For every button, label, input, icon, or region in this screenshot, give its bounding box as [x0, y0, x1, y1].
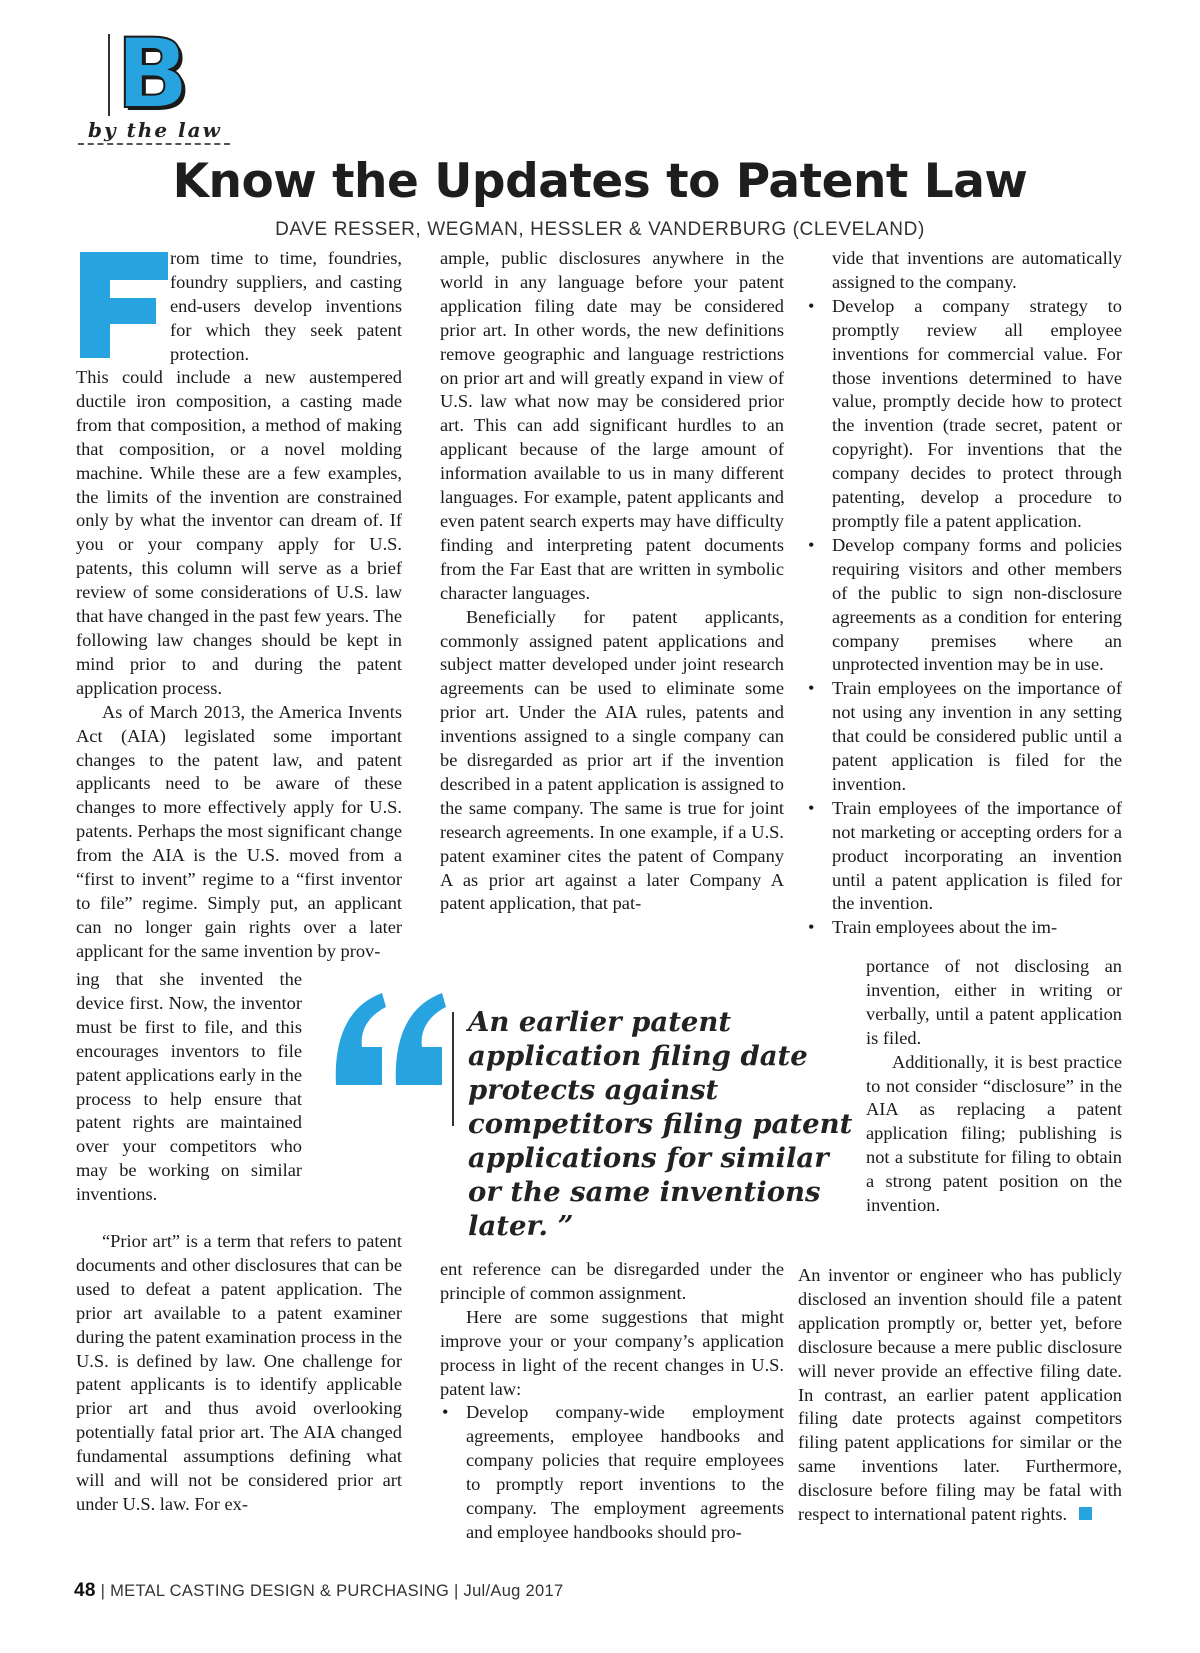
column-1-body [76, 366, 402, 964]
pull-quote: An earlier patent application filing date protects against competitors filing patent applications for similar or the same inventions later. ” [468, 1006, 853, 1242]
paragraph: Additionally, it is best practice to not consider “disclosure” in the AIA as replacing a patent application filing; publishing is not a substitute for filing to obtain a strong patent position on the invention. [866, 1051, 1122, 1216]
paragraph-text: An inventor or engineer who has publicly disclosed an invention should file a patent application promptly or, better yet, before disclosure because a mere public disclosure will never provide an effective filing date. In contrast, an earlier patent application filing date protects against competitors filing patent applications for similar or the same inventions later. Furthermore, disclosure before filing may be fatal with respect to international patent rights. [798, 1265, 1122, 1525]
paragraph: ample, public disclosures anywhere in the world in any language before your patent application filing date may be considered prior art. In other words, the new definitions remove geographic and language restrictions on prior art and will greatly expand in view of U.S. law what now may be considered prior art. This can add significant hurdles to an applicant because of the large amount of information available to us in many different languages. For example, patent applicants and even patent search experts may have difficulty finding and interpreting patent documents from the Far East that are written in symbolic character languages. [440, 248, 784, 603]
list-item: • Train employees of the importance of not marketing or accepting orders for a product incorporating an invention until a patent application is filed for the invention. [806, 797, 1122, 917]
article-title: Know the Updates to Patent Law [172, 154, 1028, 209]
list-item: • Develop a company strategy to promptly review all employee inventions for commercial value. For those inventions determined to have value, promptly decide how to protect the invention (trade secret, patent or copyright). For inventions that the company decides to protect through patenting, develop a procedure to promptly file a patent application. [806, 295, 1122, 534]
list-item: • Train employees about the im- [806, 916, 1122, 940]
list-item: • Train employees on the importance of not using any invention in any setting that could be considered public until a patent application is filed for the invention. [806, 677, 1122, 797]
end-mark-icon [1079, 1507, 1092, 1520]
column-3-lower [798, 1264, 1122, 1527]
page-number: 48 [74, 1580, 96, 1601]
paragraph: As of March 2013, the America Invents Act (AIA) legislated some important changes to the patent law, and patent applicants need to be aware of these changes to more effectively apply for U.S. patents. Perhaps the most significant change from the AIA is the U.S. moved from a “first to invent” regime to a “first inventor to file” regime. Simply put, an applicant can no longer gain rights over a later applicant for the same invention by prov- [76, 701, 402, 961]
paragraph: portance of not disclosing an invention, either in writing or verbally, until a patent application is filed. [866, 956, 1122, 1048]
column-2-lower [440, 1258, 784, 1545]
paragraph: ent reference can be disregarded under the principle of common assignment. [440, 1259, 784, 1303]
paragraph: ing that she invented the device first. Now, the inventor must be first to file, and this encourages inventors to file patent applications early in the process to help ensure that patent rights are maintained over your competitors who may be working on similar inventions. [76, 969, 302, 1205]
paragraph: “Prior art” is a term that refers to patent documents and other disclosures that can be used to defeat a patent application. The prior art available to a patent examiner during the patent examination process in the U.S. is defined by law. One challenge for patent applicants is to identify applicable prior art and thus avoid overlooking potentially fatal prior art. The AIA changed fundamental assumptions defining what will and will not be considered prior art under U.S. law. For ex- [76, 1231, 402, 1514]
paragraph: Beneficially for patent applicants, commonly assigned patent applications and subject matter developed under joint research agreements can be used to eliminate some prior art. Under the AIA rules, patents and inventions assigned to a single company can be disregarded as prior art if the invention described in a patent application is assigned to the same company. The same is true for joint research agreements. In one example, if a U.S. patent examiner cites the patent of Company A as prior art against a later Company A patent application, that pat- [440, 606, 784, 914]
column-3-wrap [866, 955, 1122, 1218]
pull-quote-rule [452, 1012, 454, 1126]
list-item: • Develop company forms and policies requiring visitors and other members of the public to sign non-disclosure agreements as a condition for entering company premises where an unprotected invention may be in use. [806, 534, 1122, 677]
column-1-lower [76, 1230, 402, 1517]
drop-cap-letter [76, 250, 172, 360]
section-badge-divider [78, 143, 230, 145]
section-badge-letter: B [116, 18, 190, 130]
paragraph: vide that inventions are automatically assigned to the company. [832, 248, 1122, 292]
column-1-wrap [76, 968, 302, 1207]
paragraph: This could include a new austempered ductile iron composition, a casting made from that composition, a method of making that composition, or a novel molding machine. While these are a few examples, the limits of the invention are constrained only by what the inventor can dream of. If you or your company apply for U.S. patents, this column will serve as a brief review of some considerations of U.S. law that have changed in the past few years. The following law changes should be kept in mind prior to and during the patent application process. [76, 367, 402, 698]
section-badge-rule [108, 34, 110, 116]
column-3-upper [806, 247, 1122, 940]
article-byline: DAVE RESSER, WEGMAN, HESSLER & VANDERBURG (CLEVELAND) [275, 219, 925, 240]
footer-separator: | [454, 1582, 464, 1600]
page-footer [74, 1580, 563, 1602]
suggestion-list [440, 1401, 784, 1544]
footer-separator: | [100, 1582, 111, 1600]
paragraph: Here are some suggestions that might improve your or your company’s application process in light of the recent changes in U.S. patent law: [440, 1306, 784, 1399]
open-quote-icon [330, 985, 450, 1095]
column-1-intro: rom time to time, foundries, foundry suppliers, and casting end-users develop inventions for which they seek patent protection. [170, 248, 402, 364]
list-item: • Develop company-wide employment agreements, employee handbooks and company policies that require employees to promptly report inventions to the company. The employment agreements and employee handbooks should pro- [440, 1401, 784, 1544]
paragraph [798, 1264, 1122, 1527]
publication-name: METAL CASTING DESIGN & PURCHASING [110, 1582, 450, 1600]
issue-date: Jul/Aug 2017 [463, 1582, 564, 1600]
column-2-upper [440, 247, 784, 916]
section-badge-subtitle: by the law [88, 118, 222, 142]
suggestion-list [806, 295, 1122, 940]
